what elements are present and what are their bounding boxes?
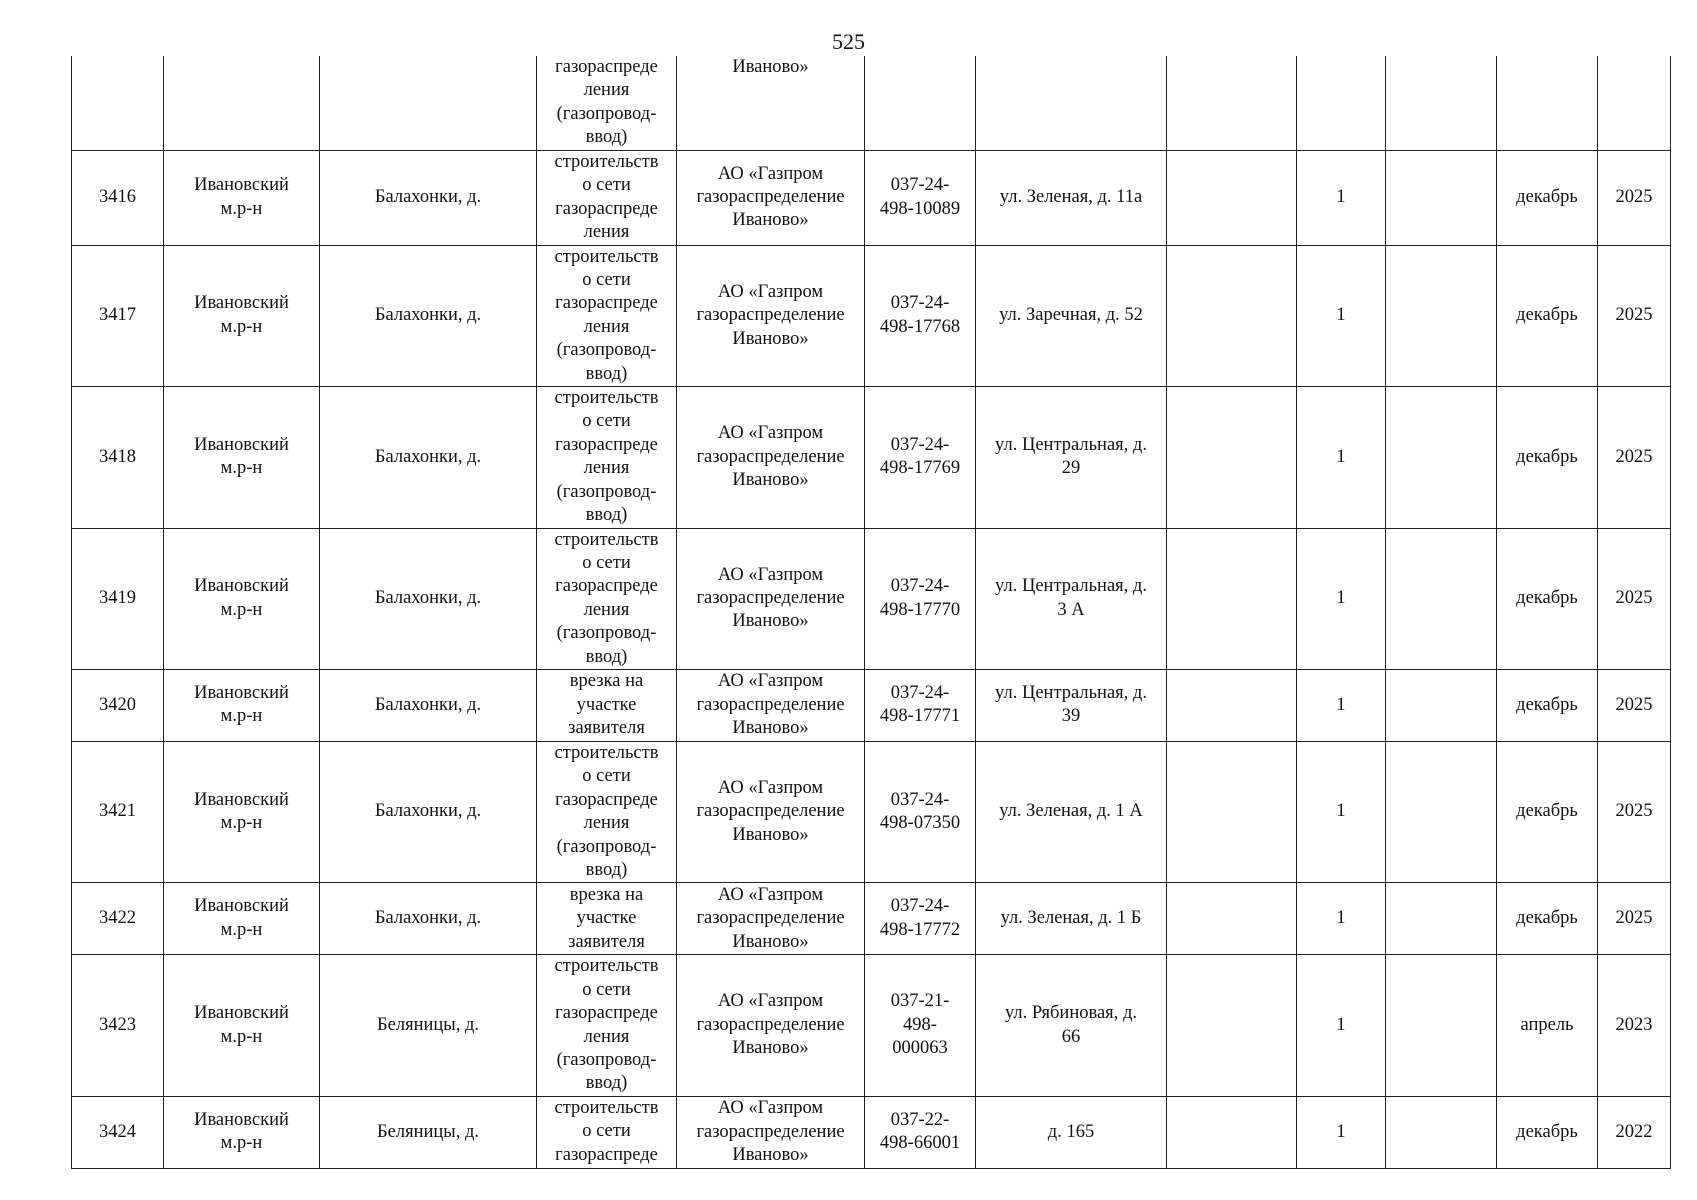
cell-year: [1598, 741, 1671, 882]
cell-work: [537, 528, 677, 669]
cell-work: [537, 387, 677, 528]
org-text: Иваново»: [732, 57, 809, 77]
cell-district: [164, 741, 320, 882]
cell-year: [1598, 528, 1671, 669]
org-text: АО «Газпром газораспределение Иваново»: [696, 564, 845, 632]
cell-num: [72, 528, 164, 669]
cell-extra2: [1386, 387, 1497, 528]
cell-org: [677, 150, 865, 245]
cell-code: [865, 741, 976, 882]
cell-year: [1598, 883, 1671, 955]
cell-org: [677, 528, 865, 669]
district-text: Ивановский м.р-н: [194, 293, 289, 337]
org-text: АО «Газпром газораспределение Иваново»: [696, 884, 845, 952]
cell-extra2: [1386, 56, 1497, 150]
district-text: Ивановский м.р-н: [194, 175, 289, 219]
cell-org: [677, 955, 865, 1096]
month-text: апрель: [1520, 1014, 1574, 1035]
table-row: [72, 669, 1671, 741]
cell-address: [976, 955, 1167, 1096]
cell-extra1: [1167, 245, 1297, 386]
org-text: АО «Газпром газораспределение Иваново»: [696, 423, 845, 490]
year-text: 2025: [1615, 694, 1653, 715]
cell-work: [537, 669, 677, 741]
table-row: [72, 387, 1671, 528]
cell-count: [1297, 741, 1386, 882]
cell-extra1: [1167, 387, 1297, 528]
cell-num: [72, 955, 164, 1096]
code-text: 037-24- 498-17768: [879, 293, 961, 337]
cell-num: [72, 1096, 164, 1168]
num-text: 3420: [99, 694, 136, 715]
num-text: 3419: [99, 588, 136, 609]
locality-text: Балахонки, д.: [374, 908, 482, 929]
count-text: 1: [1336, 305, 1346, 326]
district-text: Ивановский м.р-н: [194, 1003, 289, 1047]
address-text: ул. Заречная, д. 52: [999, 305, 1143, 326]
cell-extra2: [1386, 245, 1497, 386]
work-text: строительств о сети газораспреде ления (газопровод- ввод): [554, 742, 659, 880]
count-text: 1: [1336, 186, 1346, 207]
address-text: ул. Зеленая, д. 1 А: [999, 801, 1143, 822]
cell-org: [677, 1096, 865, 1168]
cell-org: [677, 883, 865, 955]
locality-text: Балахонки, д.: [374, 305, 482, 326]
cell-code: [865, 883, 976, 955]
cell-district: [164, 528, 320, 669]
cell-extra2: [1386, 528, 1497, 669]
address-text: ул. Центральная, д. 3 А: [995, 576, 1147, 620]
cell-year: [1598, 245, 1671, 386]
cell-code: [865, 56, 976, 150]
cell-org: [677, 669, 865, 741]
cell-org: [677, 56, 865, 150]
cell-district: [164, 883, 320, 955]
code-text: 037-24- 498-17771: [879, 683, 961, 727]
cell-org: [677, 387, 865, 528]
cell-month: [1497, 56, 1598, 150]
cell-code: [865, 150, 976, 245]
cell-extra2: [1386, 1096, 1497, 1168]
num-text: 3422: [99, 908, 136, 929]
cell-month: [1497, 150, 1598, 245]
count-text: 1: [1336, 588, 1346, 609]
cell-locality: [320, 1096, 537, 1168]
cell-count: [1297, 245, 1386, 386]
cell-district: [164, 1096, 320, 1168]
cell-month: [1497, 387, 1598, 528]
count-text: 1: [1336, 801, 1346, 822]
table-row: [72, 245, 1671, 386]
document-table: [71, 56, 1671, 1169]
year-text: 2025: [1615, 801, 1653, 822]
cell-year: [1598, 387, 1671, 528]
month-text: декабрь: [1516, 694, 1578, 715]
month-text: декабрь: [1516, 908, 1578, 929]
org-text: АО «Газпром газораспределение Иваново»: [696, 281, 845, 349]
cell-extra1: [1167, 150, 1297, 245]
cell-locality: [320, 955, 537, 1096]
address-text: ул. Зеленая, д. 11а: [999, 186, 1143, 207]
cell-work: [537, 883, 677, 955]
work-text: строительств о сети газораспреде ления (газопровод- ввод): [554, 246, 659, 384]
month-text: декабрь: [1516, 446, 1578, 467]
code-text: 037-21- 498- 000063: [890, 991, 950, 1059]
cell-district: [164, 150, 320, 245]
district-text: Ивановский м.р-н: [194, 896, 289, 940]
cell-extra1: [1167, 56, 1297, 150]
cell-month: [1497, 1096, 1598, 1168]
org-text: АО «Газпром газораспределение Иваново»: [696, 778, 845, 845]
cell-num: [72, 883, 164, 955]
cell-address: [976, 387, 1167, 528]
cell-num: [72, 741, 164, 882]
org-text: АО «Газпром газораспределение Иваново»: [696, 991, 845, 1059]
cell-extra1: [1167, 1096, 1297, 1168]
year-text: 2025: [1615, 908, 1653, 929]
locality-text: Беляницы, д.: [377, 1014, 479, 1035]
cell-address: [976, 245, 1167, 386]
month-text: декабрь: [1516, 305, 1578, 326]
cell-extra1: [1167, 669, 1297, 741]
cell-address: [976, 528, 1167, 669]
month-text: декабрь: [1516, 801, 1578, 822]
cell-extra1: [1167, 528, 1297, 669]
cell-num: [72, 669, 164, 741]
cell-work: [537, 741, 677, 882]
work-text: газораспреде ления (газопровод- ввод): [555, 57, 658, 148]
district-text: Ивановский м.р-н: [194, 683, 289, 727]
table-row: [72, 1096, 1671, 1168]
locality-text: Балахонки, д.: [374, 446, 482, 467]
cell-work: [537, 245, 677, 386]
locality-text: Балахонки, д.: [374, 801, 482, 822]
address-text: д. 165: [1047, 1121, 1095, 1142]
table-body: [72, 56, 1671, 1168]
cell-month: [1497, 245, 1598, 386]
count-text: 1: [1336, 1121, 1346, 1142]
cell-count: [1297, 1096, 1386, 1168]
address-text: ул. Зеленая, д. 1 Б: [1000, 908, 1142, 929]
district-text: Ивановский м.р-н: [194, 789, 289, 834]
cell-extra1: [1167, 741, 1297, 882]
cell-code: [865, 1096, 976, 1168]
cell-year: [1598, 150, 1671, 245]
num-text: 3421: [99, 801, 136, 822]
count-text: 1: [1336, 1014, 1346, 1035]
cell-address: [976, 56, 1167, 150]
code-text: 037-24- 498-17769: [879, 434, 961, 479]
cell-address: [976, 669, 1167, 741]
cell-org: [677, 741, 865, 882]
page-number: 525: [832, 29, 865, 54]
address-text: ул. Центральная, д. 29: [995, 434, 1147, 479]
cell-work: [537, 955, 677, 1096]
year-text: 2025: [1615, 588, 1653, 609]
cell-locality: [320, 883, 537, 955]
work-text: строительств о сети газораспреде: [554, 1097, 659, 1165]
work-text: строительств о сети газораспреде ления: [554, 151, 659, 243]
cell-work: [537, 1096, 677, 1168]
cell-address: [976, 883, 1167, 955]
cell-num: [72, 56, 164, 150]
code-text: 037-24- 498-10089: [879, 175, 961, 219]
cell-year: [1598, 56, 1671, 150]
cell-num: [72, 387, 164, 528]
month-text: декабрь: [1516, 588, 1578, 609]
count-text: 1: [1336, 694, 1346, 715]
cell-locality: [320, 56, 537, 150]
year-text: 2025: [1615, 186, 1653, 207]
district-text: Ивановский м.р-н: [194, 576, 289, 620]
cell-address: [976, 1096, 1167, 1168]
cell-district: [164, 669, 320, 741]
code-text: 037-24- 498-17770: [879, 576, 961, 620]
cell-locality: [320, 669, 537, 741]
table-row-continuation: [72, 56, 1671, 150]
cell-extra1: [1167, 883, 1297, 955]
code-text: 037-22- 498-66001: [879, 1109, 961, 1154]
org-text: АО «Газпром газораспределение Иваново»: [696, 1098, 845, 1166]
cell-address: [976, 741, 1167, 882]
table-row: [72, 741, 1671, 882]
code-text: 037-24- 498-07350: [879, 789, 961, 834]
cell-locality: [320, 387, 537, 528]
cell-count: [1297, 669, 1386, 741]
table-row: [72, 150, 1671, 245]
work-text: строительств о сети газораспреде ления (газопровод- ввод): [554, 956, 659, 1094]
cell-extra2: [1386, 669, 1497, 741]
address-text: ул. Рябиновая, д. 66: [1005, 1003, 1137, 1047]
table-row: [72, 883, 1671, 955]
year-text: 2025: [1615, 305, 1653, 326]
cell-org: [677, 245, 865, 386]
cell-extra2: [1386, 955, 1497, 1096]
count-text: 1: [1336, 908, 1346, 929]
cell-locality: [320, 741, 537, 882]
address-text: ул. Центральная, д. 39: [995, 683, 1147, 727]
cell-month: [1497, 741, 1598, 882]
district-text: Ивановский м.р-н: [194, 434, 289, 479]
cell-district: [164, 245, 320, 386]
year-text: 2025: [1615, 446, 1653, 467]
cell-code: [865, 528, 976, 669]
month-text: декабрь: [1516, 1121, 1578, 1142]
cell-address: [976, 150, 1167, 245]
cell-locality: [320, 245, 537, 386]
cell-month: [1497, 883, 1598, 955]
year-text: 2022: [1615, 1121, 1653, 1142]
cell-year: [1598, 669, 1671, 741]
work-text: строительств о сети газораспреде ления (газопровод- ввод): [554, 388, 659, 526]
cell-locality: [320, 528, 537, 669]
cell-count: [1297, 387, 1386, 528]
cell-count: [1297, 528, 1386, 669]
org-text: АО «Газпром газораспределение Иваново»: [696, 671, 845, 739]
locality-text: Балахонки, д.: [374, 694, 482, 715]
cell-district: [164, 955, 320, 1096]
cell-count: [1297, 883, 1386, 955]
cell-code: [865, 387, 976, 528]
cell-count: [1297, 955, 1386, 1096]
num-text: 3424: [99, 1121, 136, 1142]
cell-code: [865, 669, 976, 741]
locality-text: Балахонки, д.: [374, 186, 482, 207]
cell-month: [1497, 528, 1598, 669]
work-text: врезка на участке заявителя: [568, 671, 645, 739]
cell-extra1: [1167, 955, 1297, 1096]
num-text: 3418: [99, 446, 136, 467]
cell-num: [72, 150, 164, 245]
cell-extra2: [1386, 741, 1497, 882]
cell-work: [537, 150, 677, 245]
cell-count: [1297, 150, 1386, 245]
locality-text: Балахонки, д.: [374, 588, 482, 609]
work-text: врезка на участке заявителя: [568, 884, 645, 952]
district-text: Ивановский м.р-н: [194, 1109, 289, 1154]
cell-num: [72, 245, 164, 386]
count-text: 1: [1336, 446, 1346, 467]
cell-count: [1297, 56, 1386, 150]
month-text: декабрь: [1516, 186, 1578, 207]
table-row: [72, 528, 1671, 669]
cell-code: [865, 955, 976, 1096]
code-text: 037-24- 498-17772: [879, 896, 961, 940]
cell-month: [1497, 955, 1598, 1096]
cell-year: [1598, 1096, 1671, 1168]
table-row: [72, 955, 1671, 1096]
cell-extra2: [1386, 150, 1497, 245]
cell-district: [164, 56, 320, 150]
cell-extra2: [1386, 883, 1497, 955]
cell-year: [1598, 955, 1671, 1096]
cell-code: [865, 245, 976, 386]
num-text: 3416: [99, 186, 136, 207]
work-text: строительств о сети газораспреде ления (газопровод- ввод): [554, 529, 659, 667]
cell-work: [537, 56, 677, 150]
cell-month: [1497, 669, 1598, 741]
num-text: 3423: [99, 1014, 136, 1035]
org-text: АО «Газпром газораспределение Иваново»: [696, 163, 845, 231]
num-text: 3417: [99, 305, 136, 326]
cell-district: [164, 387, 320, 528]
year-text: 2023: [1615, 1014, 1653, 1035]
locality-text: Беляницы, д.: [377, 1121, 479, 1142]
cell-locality: [320, 150, 537, 245]
